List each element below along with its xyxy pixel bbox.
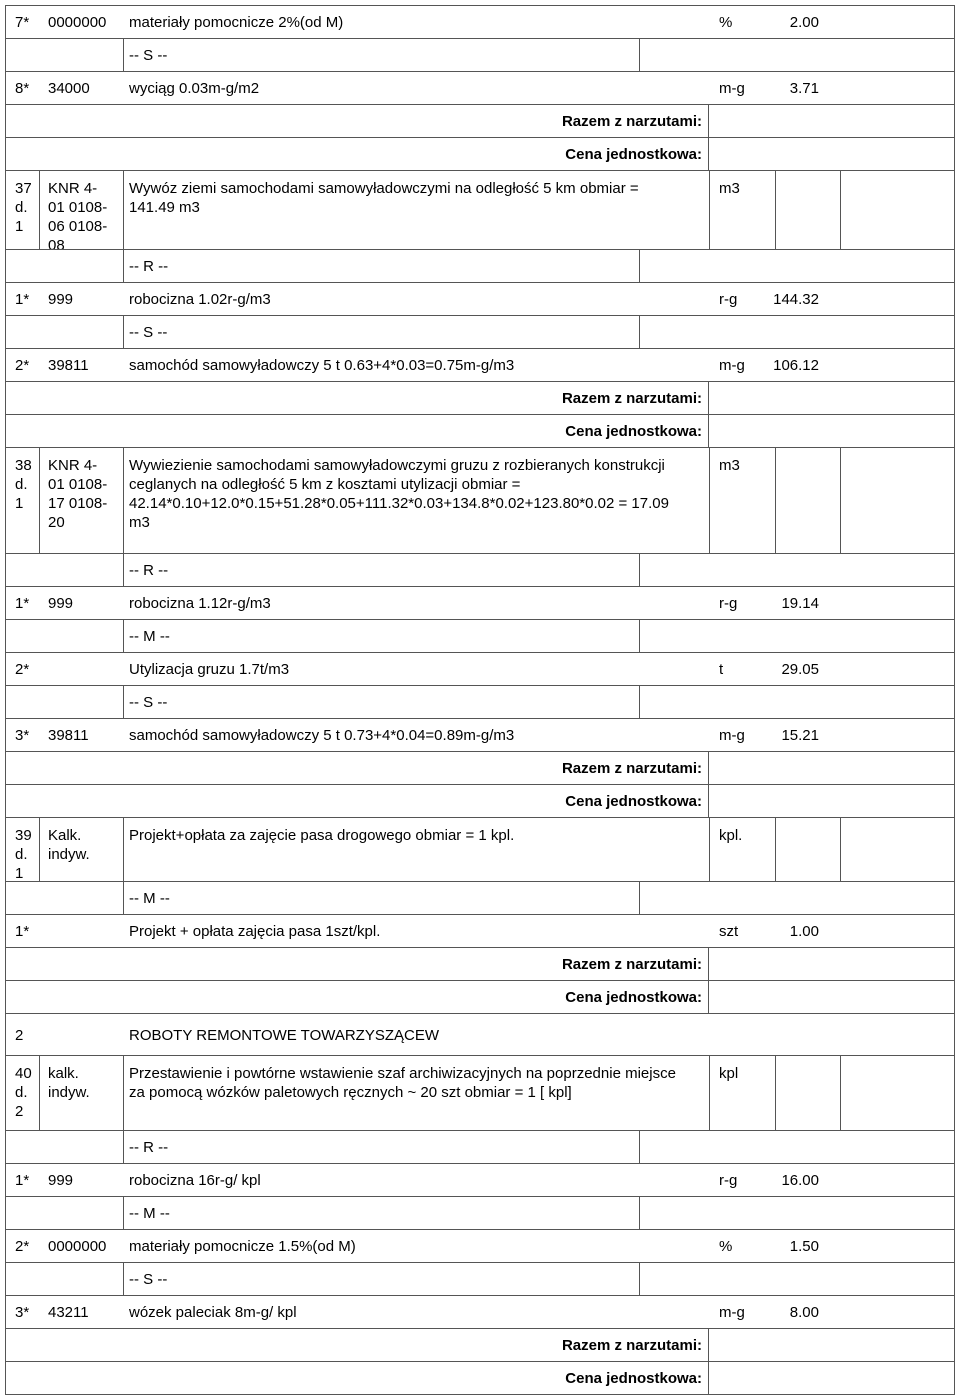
cell-divider [708,752,709,784]
section-label: -- R -- [129,562,169,579]
item-description: materiały pomocnicze 1.5%(od M) [129,1238,356,1255]
position-row [5,447,955,553]
item-quantity: 1.00 [789,923,819,940]
position-description: Wywiezienie samochodami samowyładowczymi gruzu z rozbieranych konstrukcji ceglanych na odległość 5 km z kosztami utylizacji obmiar = 42.14*0.10+12.0*0.15+51.28*0.05+111.32*0.03+134.8*0.02+123.80*0.02 = 17.09 m3 [129,457,669,531]
summary-label: Cena jednostkowa: [565,989,702,1006]
position-row [5,170,955,254]
resource-row [5,1295,955,1328]
cell-divider [639,1263,640,1295]
section-label-row [5,553,955,586]
section-label: -- S -- [129,694,168,711]
resource-row [5,71,955,104]
summary-label: Cena jednostkowa: [565,423,702,440]
item-quantity: 2.00 [789,14,819,31]
summary-label: Razem z narzutami: [561,956,702,973]
item-unit: r-g [719,595,738,612]
item-description: Projekt + opłata zajęcia pasa 1szt/kpl. [129,923,381,940]
cell-divider [123,171,124,249]
item-description: robocizna 1.12r-g/m3 [129,595,271,612]
item-quantity: 106.12 [773,357,819,374]
summary-label: Cena jednostkowa: [565,793,702,810]
cell-divider [709,818,710,881]
item-number: 2* [15,661,30,678]
position-number: 37 d. 1 [15,180,32,235]
item-quantity: 144.32 [773,291,819,308]
item-unit: m-g [719,1304,745,1321]
resource-row [5,1163,955,1196]
cell-divider [639,554,640,586]
position-number: 39 d. 1 [15,827,32,882]
resource-row [5,586,955,619]
resource-row [5,1229,955,1262]
position-basis: KNR 4- 01 0108- 06 0108- 08 [48,180,108,254]
position-number: 40 d. 2 [15,1065,32,1120]
item-quantity: 3.71 [789,80,819,97]
item-description: wózek paleciak 8m-g/ kpl [129,1304,297,1321]
item-code: 39811 [48,357,89,374]
cell-divider [708,382,709,414]
section-label: -- S -- [129,324,168,341]
item-unit: m-g [719,80,745,97]
cell-divider [639,250,640,282]
position-unit: kpl [719,1065,739,1082]
cell-divider [639,620,640,652]
section-label-row [5,38,955,71]
cell-divider [708,948,709,980]
item-unit: r-g [719,291,738,308]
chapter-number: 2 [15,1027,24,1044]
item-quantity: 1.50 [789,1238,819,1255]
cell-divider [123,818,124,881]
item-quantity: 19.14 [781,595,819,612]
cell-divider [123,1197,124,1229]
cell-divider [123,882,124,914]
cell-divider [39,448,40,553]
item-unit: r-g [719,1172,738,1189]
section-label-row [5,315,955,348]
item-number: 1* [15,1172,30,1189]
cell-divider [39,818,40,881]
section-label: -- M -- [129,890,170,907]
item-code: 0000000 [48,1238,107,1255]
position-row [5,817,955,881]
position-number: 38 d. 1 [15,457,32,512]
cell-divider [708,138,709,170]
item-unit: t [719,661,724,678]
item-code: 39811 [48,727,89,744]
section-label-row [5,881,955,914]
cell-divider [709,171,710,249]
section-label: -- S -- [129,1271,168,1288]
cell-divider [639,39,640,71]
section-label: -- M -- [129,628,170,645]
item-description: wyciąg 0.03m-g/m2 [129,80,260,97]
item-number: 8* [15,80,30,97]
item-unit: m-g [719,357,745,374]
summary-row [5,784,955,817]
cell-divider [708,1329,709,1361]
section-label-row [5,1130,955,1163]
cell-divider [639,686,640,718]
chapter-row [5,1013,955,1055]
item-number: 7* [15,14,30,31]
summary-label: Razem z narzutami: [561,113,702,130]
item-description: samochód samowyładowczy 5 t 0.63+4*0.03=0.75m-g/m3 [129,357,515,374]
item-unit: % [719,14,733,31]
item-number: 1* [15,923,30,940]
position-unit: m3 [719,457,740,474]
section-label-row [5,619,955,652]
cell-divider [123,250,124,282]
summary-row [5,104,955,137]
cell-divider [840,448,841,553]
cell-divider [775,1056,776,1130]
cell-divider [123,39,124,71]
cell-divider [708,105,709,137]
cell-divider [123,686,124,718]
summary-label: Razem z narzutami: [561,390,702,407]
item-number: 3* [15,727,30,744]
summary-row [5,980,955,1013]
resource-row [5,348,955,381]
position-unit: kpl. [719,827,743,844]
cell-divider [123,316,124,348]
item-quantity: 16.00 [781,1172,819,1189]
item-description: materiały pomocnicze 2%(od M) [129,14,344,31]
item-number: 2* [15,1238,30,1255]
resource-row [5,652,955,685]
resource-row [5,282,955,315]
cell-divider [708,785,709,817]
item-code: 0000000 [48,14,107,31]
item-quantity: 29.05 [781,661,819,678]
item-quantity: 15.21 [781,727,819,744]
summary-row [5,1361,955,1394]
cell-divider [639,882,640,914]
position-description: Projekt+opłata za zajęcie pasa drogowego obmiar = 1 kpl. [129,827,515,844]
cell-divider [775,171,776,249]
item-code: 43211 [48,1304,89,1321]
position-description: Przestawienie i powtórne wstawienie szaf archiwizacyjnych na poprzednie miejsce za pomocą wózków paletowych ręcznych ~ 20 szt obmiar = 1 [ kpl] [129,1065,676,1101]
item-number: 3* [15,1304,30,1321]
position-description: Wywóz ziemi samochodami samowyładowczymi na odległość 5 km obmiar = 141.49 m3 [129,180,639,216]
cell-divider [840,1056,841,1130]
section-label: -- R -- [129,1139,169,1156]
cell-divider [123,554,124,586]
summary-row [5,137,955,170]
resource-row [5,914,955,947]
position-basis: kalk. indyw. [48,1065,90,1101]
section-label: -- M -- [129,1205,170,1222]
position-row [5,1055,955,1130]
resource-row [5,5,955,38]
cell-divider [123,620,124,652]
item-number: 2* [15,357,30,374]
item-number: 1* [15,291,30,308]
item-number: 1* [15,595,30,612]
cell-divider [123,1263,124,1295]
item-description: robocizna 1.02r-g/m3 [129,291,271,308]
item-unit: % [719,1238,733,1255]
cell-divider [709,448,710,553]
item-code: 34000 [48,80,90,97]
cell-divider [639,1131,640,1163]
cell-divider [708,415,709,447]
item-code: 999 [48,1172,74,1189]
cell-divider [775,818,776,881]
summary-row [5,1328,955,1361]
item-description: robocizna 16r-g/ kpl [129,1172,261,1189]
section-label: -- R -- [129,258,169,275]
cell-divider [39,1056,40,1130]
summary-row [5,947,955,980]
section-label-row [5,1196,955,1229]
position-unit: m3 [719,180,740,197]
summary-row [5,751,955,784]
summary-row [5,414,955,447]
section-label-row [5,249,955,282]
position-basis: Kalk. indyw. [48,827,90,863]
item-description: samochód samowyładowczy 5 t 0.73+4*0.04=0.89m-g/m3 [129,727,515,744]
cell-divider [708,1362,709,1394]
cell-divider [709,1056,710,1130]
item-code: 999 [48,595,74,612]
section-label: -- S -- [129,47,168,64]
cell-divider [123,1056,124,1130]
summary-label: Razem z narzutami: [561,1337,702,1354]
item-code: 999 [48,291,74,308]
section-label-row [5,685,955,718]
cell-divider [775,448,776,553]
summary-label: Cena jednostkowa: [565,1370,702,1387]
chapter-title: ROBOTY REMONTOWE TOWARZYSZĄCEW [129,1027,440,1044]
cell-divider [840,818,841,881]
position-basis: KNR 4- 01 0108- 17 0108- 20 [48,457,108,531]
cell-divider [39,171,40,249]
cell-divider [123,1131,124,1163]
item-unit: szt [719,923,739,940]
resource-row [5,718,955,751]
cell-divider [840,171,841,249]
cell-divider [708,981,709,1013]
cell-divider [639,316,640,348]
item-unit: m-g [719,727,745,744]
cell-divider [123,448,124,553]
item-quantity: 8.00 [789,1304,819,1321]
summary-label: Cena jednostkowa: [565,146,702,163]
summary-row [5,381,955,414]
summary-label: Razem z narzutami: [561,760,702,777]
cell-divider [639,1197,640,1229]
item-description: Utylizacja gruzu 1.7t/m3 [129,661,290,678]
section-label-row [5,1262,955,1295]
